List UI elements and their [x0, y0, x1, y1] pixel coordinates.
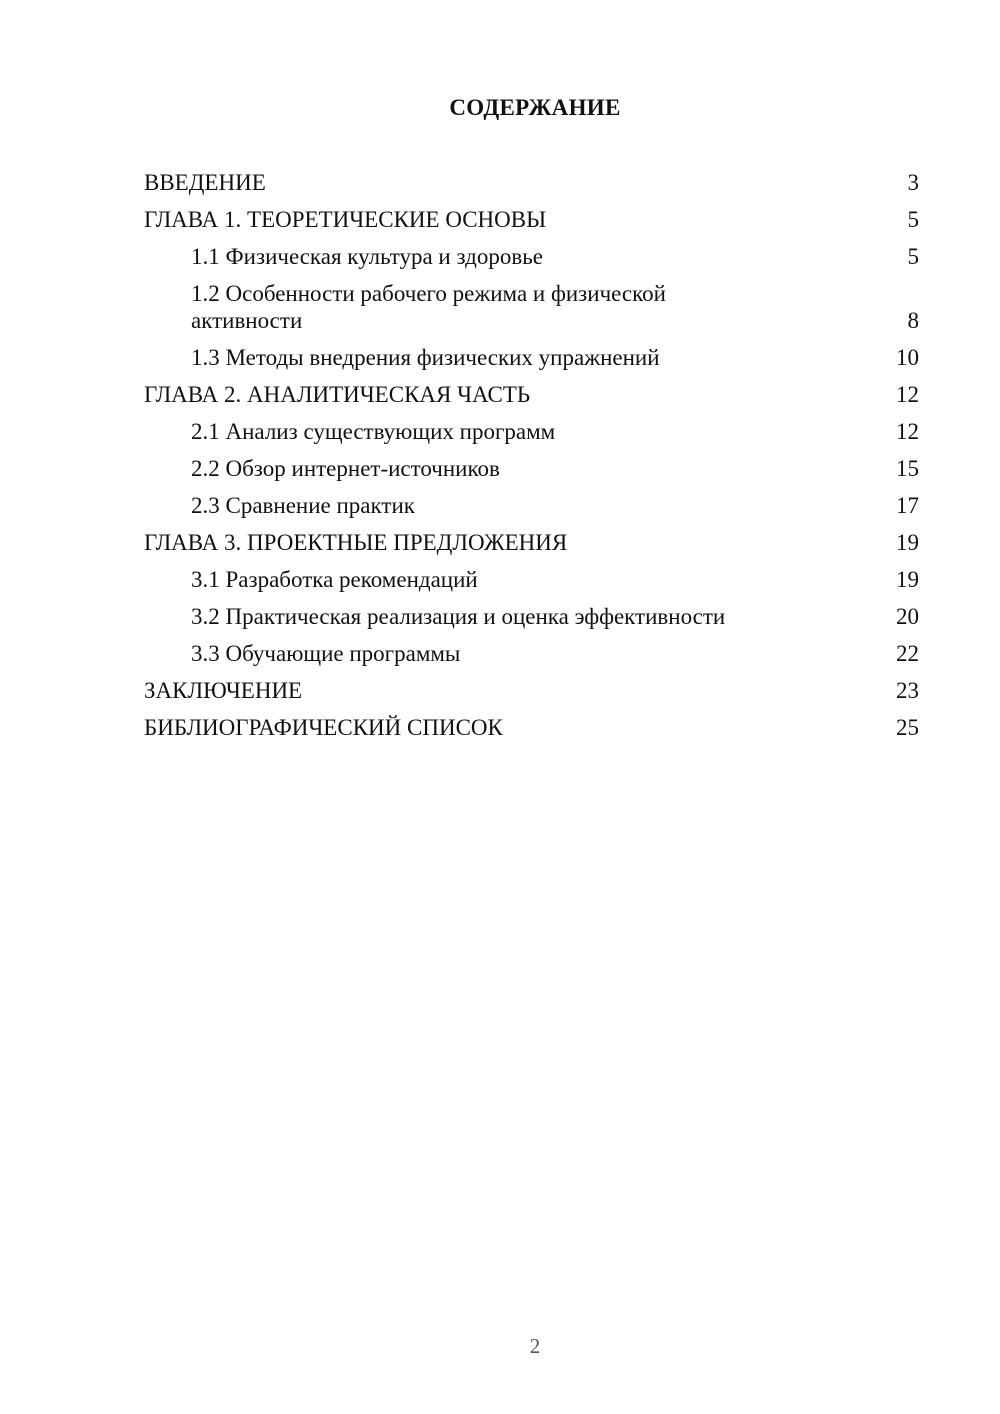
table-of-contents: [144, 169, 919, 741]
toc-entry-conclusion[interactable]: [144, 677, 919, 704]
toc-entry-label: ГЛАВА 1. ТЕОРЕТИЧЕСКИЕ ОСНОВЫ: [144, 207, 547, 232]
toc-entry-chapter-2[interactable]: [144, 381, 919, 408]
toc-entry-label: ГЛАВА 2. АНАЛИТИЧЕСКАЯ ЧАСТЬ: [144, 382, 531, 407]
toc-entry-label: ЗАКЛЮЧЕНИЕ: [144, 678, 303, 703]
toc-entry-section-2-2[interactable]: [144, 455, 919, 482]
toc-entry-page: 20: [896, 604, 919, 629]
toc-entry-label: 1.3 Методы внедрения физических упражнений: [191, 345, 660, 370]
toc-entry-chapter-3[interactable]: [144, 529, 919, 556]
toc-entry-page: 10: [896, 345, 919, 370]
toc-entry-section-3-2[interactable]: [144, 603, 919, 630]
toc-entry-label: 3.1 Разработка рекомендаций: [191, 567, 478, 592]
toc-entry-page: 15: [896, 456, 919, 481]
toc-entry-label: 1.2 Особенности рабочего режима и физической активности: [191, 281, 666, 333]
toc-entry-label: 2.3 Сравнение практик: [191, 493, 415, 518]
toc-entry-page: 17: [896, 493, 919, 518]
page-number: 2: [529, 1334, 541, 1358]
toc-entry-chapter-1[interactable]: [144, 206, 919, 233]
toc-entry-label: ГЛАВА 3. ПРОЕКТНЫЕ ПРЕДЛОЖЕНИЯ: [144, 530, 568, 555]
toc-entry-section-3-1[interactable]: [144, 566, 919, 593]
toc-entry-section-2-3[interactable]: [144, 492, 919, 519]
toc-entry-page: 12: [896, 382, 919, 407]
toc-entry-page: 22: [896, 641, 919, 666]
toc-entry-page: 8: [907, 308, 919, 333]
toc-entry-page: 5: [907, 244, 919, 269]
toc-entry-label: 1.1 Физическая культура и здоровье: [191, 244, 543, 269]
toc-entry-label: 2.2 Обзор интернет-источников: [191, 456, 500, 481]
toc-entry-page: 5: [907, 207, 919, 232]
toc-entry-page: 19: [896, 567, 919, 592]
toc-entry-page: 23: [896, 678, 919, 703]
toc-entry-bibliography[interactable]: [144, 714, 919, 741]
toc-entry-page: 25: [896, 715, 919, 740]
toc-entry-section-1-3[interactable]: [144, 344, 919, 371]
toc-entry-label: 3.3 Обучающие программы: [191, 641, 461, 666]
toc-entry-page: 19: [896, 530, 919, 555]
toc-entry-label: 2.1 Анализ существующих программ: [191, 419, 556, 444]
toc-entry-section-3-3[interactable]: [144, 640, 919, 667]
page-title: СОДЕРЖАНИЕ: [449, 95, 621, 120]
toc-entry-label: БИБЛИОГРАФИЧЕСКИЙ СПИСОК: [144, 715, 503, 740]
toc-entry-label: 3.2 Практическая реализация и оценка эффективности: [191, 604, 726, 629]
toc-entry-introduction[interactable]: [144, 169, 919, 196]
toc-entry-section-1-1[interactable]: [144, 243, 919, 270]
toc-entry-section-1-2[interactable]: [144, 280, 919, 334]
toc-entry-label: ВВЕДЕНИЕ: [144, 170, 266, 195]
toc-entry-page: 12: [896, 419, 919, 444]
toc-entry-section-2-1[interactable]: [144, 418, 919, 445]
toc-entry-page: 3: [907, 170, 919, 195]
